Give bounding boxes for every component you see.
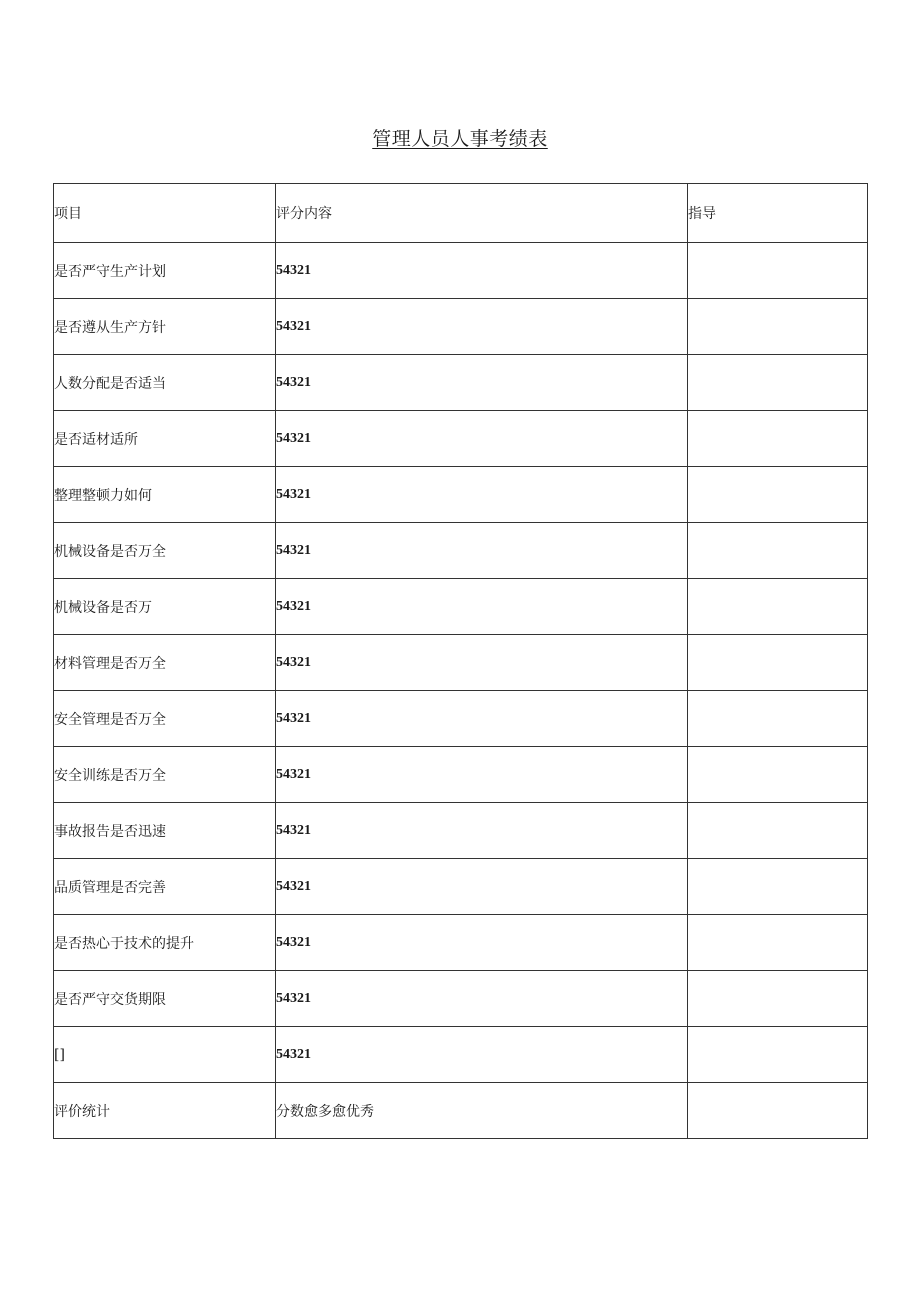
page-title: 管理人员人事考绩表 [372, 128, 548, 150]
table-row [54, 1027, 868, 1083]
header-content: 评分内容 [276, 184, 688, 243]
table-row [54, 411, 868, 467]
table-row [54, 355, 868, 411]
guide-cell [688, 243, 868, 299]
item-cell: 品质管理是否完善 [54, 859, 276, 915]
table-row [54, 467, 868, 523]
item-cell: 人数分配是否适当 [54, 355, 276, 411]
evaluation-table [53, 183, 868, 1139]
score-cell: 54321 [276, 1027, 688, 1083]
score-cell: 54321 [276, 747, 688, 803]
score-cell: 54321 [276, 635, 688, 691]
score-cell: 54321 [276, 299, 688, 355]
header-item: 项目 [54, 184, 276, 243]
score-cell: 54321 [276, 915, 688, 971]
item-cell: 是否严守生产计划 [54, 243, 276, 299]
score-cell: 54321 [276, 971, 688, 1027]
table-row [54, 971, 868, 1027]
score-cell: 54321 [276, 243, 688, 299]
guide-cell [688, 635, 868, 691]
guide-cell [688, 355, 868, 411]
table-row [54, 747, 868, 803]
table-row [54, 299, 868, 355]
table-header-row [54, 184, 868, 243]
guide-cell [688, 467, 868, 523]
score-cell: 54321 [276, 467, 688, 523]
item-cell: 整理整顿力如何 [54, 467, 276, 523]
score-cell: 54321 [276, 355, 688, 411]
table-row [54, 523, 868, 579]
score-cell: 54321 [276, 523, 688, 579]
item-cell: 机械设备是否万全 [54, 523, 276, 579]
guide-cell [688, 523, 868, 579]
item-cell: 机械设备是否万 [54, 579, 276, 635]
score-cell: 54321 [276, 411, 688, 467]
item-cell: 评价统计 [54, 1083, 276, 1139]
item-cell: 安全管理是否万全 [54, 691, 276, 747]
guide-cell [688, 1083, 868, 1139]
guide-cell [688, 1027, 868, 1083]
guide-cell [688, 691, 868, 747]
score-cell: 54321 [276, 691, 688, 747]
item-cell: 材料管理是否万全 [54, 635, 276, 691]
guide-cell [688, 803, 868, 859]
table-row [54, 579, 868, 635]
item-cell: 是否严守交货期限 [54, 971, 276, 1027]
guide-cell [688, 299, 868, 355]
table-row [54, 635, 868, 691]
guide-cell [688, 411, 868, 467]
score-cell: 54321 [276, 859, 688, 915]
item-cell: 安全训练是否万全 [54, 747, 276, 803]
table-row [54, 915, 868, 971]
guide-cell [688, 747, 868, 803]
table-row [54, 243, 868, 299]
table-row [54, 691, 868, 747]
header-guide: 指导 [688, 184, 868, 243]
summary-row [54, 1083, 868, 1139]
guide-cell [688, 859, 868, 915]
table-row [54, 803, 868, 859]
score-cell: 54321 [276, 803, 688, 859]
guide-cell [688, 971, 868, 1027]
table-row [54, 859, 868, 915]
guide-cell [688, 579, 868, 635]
item-cell: 是否遵从生产方针 [54, 299, 276, 355]
item-cell: 是否适材适所 [54, 411, 276, 467]
guide-cell [688, 915, 868, 971]
item-cell: 是否热心于技术的提升 [54, 915, 276, 971]
item-cell: [] [54, 1027, 276, 1083]
item-cell: 事故报告是否迅速 [54, 803, 276, 859]
content-cell: 分数愈多愈优秀 [276, 1083, 688, 1139]
score-cell: 54321 [276, 579, 688, 635]
